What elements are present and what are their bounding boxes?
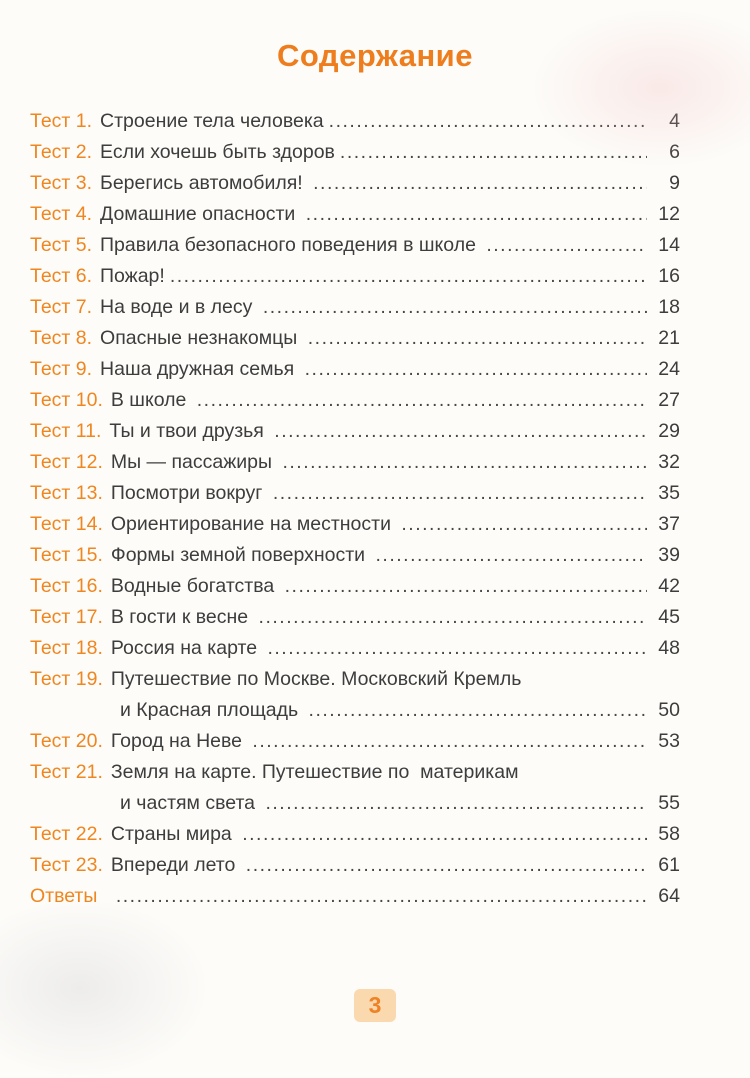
toc-entry-label: Тест 20. — [30, 730, 103, 752]
toc-entry-label: Тест 12. — [30, 451, 103, 473]
toc-entry-label: Тест 17. — [30, 606, 103, 628]
toc-entry-page: 39 — [658, 544, 680, 566]
toc-entry — [30, 261, 680, 292]
dot-leader — [401, 509, 647, 540]
dot-leader — [242, 819, 647, 850]
toc-entry — [30, 819, 680, 850]
toc-entry-page: 45 — [658, 606, 680, 628]
toc-entry-page: 14 — [658, 234, 680, 256]
toc-entry-title: Мы — пассажиры — [110, 451, 278, 473]
toc-entry-title: На воде и в лесу — [100, 296, 258, 318]
toc-entry-page: 9 — [669, 172, 680, 194]
toc-entry-label: Тест 15. — [30, 544, 103, 566]
toc-entry-label: Тест 21. — [30, 761, 103, 783]
dot-leader — [309, 695, 647, 726]
dot-leader — [259, 602, 647, 633]
toc-entry-page: 50 — [658, 699, 680, 721]
toc-entry-page: 21 — [658, 327, 680, 349]
toc-entry-label: Тест 1. — [30, 110, 93, 132]
dot-leader — [486, 230, 647, 261]
toc-entry — [30, 416, 680, 447]
toc-entry — [30, 199, 680, 230]
toc-entry-label: Тест 19. — [30, 668, 103, 690]
page-title: Содержание — [277, 38, 473, 73]
toc-entry-page: 53 — [658, 730, 680, 752]
dot-leader — [305, 354, 647, 385]
toc-entry-page: 4 — [669, 110, 680, 132]
toc-entry-title: Строение тела человека — [100, 110, 324, 132]
dot-leader — [376, 540, 648, 571]
toc-entry-title: Впереди лето — [110, 854, 241, 876]
toc-entry-title: Правила безопасного поведения в школе — [100, 234, 482, 256]
toc-entry-page: 6 — [669, 141, 680, 163]
toc-entry-title: Формы земной поверхности — [110, 544, 371, 566]
toc-entry-label: Тест 3. — [30, 172, 93, 194]
toc-entry-title: Страны мира — [110, 823, 238, 845]
toc-entry-page: 24 — [658, 358, 680, 380]
dot-leader — [306, 199, 647, 230]
toc-entry — [30, 354, 680, 385]
toc-entry — [30, 447, 680, 478]
dot-leader — [313, 168, 647, 199]
toc-entry-label: Тест 4. — [30, 203, 93, 225]
dot-leader — [282, 447, 647, 478]
toc-entry — [30, 540, 680, 571]
toc-entry-page: 42 — [658, 575, 680, 597]
toc-entry-label: Тест 16. — [30, 575, 103, 597]
toc-entry-label: Тест 9. — [30, 358, 93, 380]
toc-entry-title: Опасные незнакомцы — [100, 327, 303, 349]
toc-entry-label: Тест 10. — [30, 389, 103, 411]
toc-entry-page: 27 — [658, 389, 680, 411]
toc-entry — [30, 850, 680, 881]
toc-entry — [30, 230, 680, 261]
dot-leader — [116, 881, 647, 912]
toc-entry-label: Тест 22. — [30, 823, 103, 845]
toc-entry — [30, 292, 680, 323]
toc-entry-title: Берегись автомобиля! — [100, 172, 309, 194]
toc-entry-label: Тест 14. — [30, 513, 103, 535]
toc-entry — [30, 664, 680, 726]
toc-entry — [30, 509, 680, 540]
toc-entry-title-line2: и Красная площадь — [120, 699, 304, 721]
toc-entry — [30, 633, 680, 664]
toc-list — [0, 106, 750, 912]
toc-entry-label: Тест 6. — [30, 265, 93, 287]
toc-entry-title: Ориентирование на местности — [110, 513, 397, 535]
toc-entry — [30, 602, 680, 633]
toc-entry-label: Тест 7. — [30, 296, 93, 318]
toc-entry-page: 16 — [658, 265, 680, 287]
page-footer — [0, 989, 750, 1022]
toc-entry-label: Тест 18. — [30, 637, 103, 659]
dot-leader — [267, 633, 647, 664]
toc-entry — [30, 881, 680, 912]
toc-entry — [30, 106, 680, 137]
toc-entry-label: Ответы — [30, 885, 98, 907]
dot-leader — [252, 726, 647, 757]
toc-entry-page: 29 — [658, 420, 680, 442]
toc-entry — [30, 726, 680, 757]
toc-entry-title: Россия на карте — [110, 637, 263, 659]
toc-entry-page: 35 — [658, 482, 680, 504]
toc-entry-label: Тест 13. — [30, 482, 103, 504]
dot-leader — [263, 292, 647, 323]
toc-entry-title: Земля на карте. Путешествие по материкам — [110, 761, 519, 783]
toc-entry-title: Наша дружная семья — [100, 358, 300, 380]
dot-leader — [246, 850, 647, 881]
toc-entry — [30, 137, 680, 168]
toc-entry-page: 18 — [658, 296, 680, 318]
toc-entry-page: 48 — [658, 637, 680, 659]
toc-entry-label: Тест 2. — [30, 141, 93, 163]
page-number-badge: 3 — [354, 989, 397, 1022]
toc-entry-page: 32 — [658, 451, 680, 473]
toc-entry-page: 58 — [658, 823, 680, 845]
dot-leader — [285, 571, 647, 602]
toc-entry — [30, 757, 680, 819]
dot-leader — [274, 416, 647, 447]
toc-entry-title: Домашние опасности — [100, 203, 301, 225]
toc-entry-title: Путешествие по Москве. Московский Кремль — [110, 668, 522, 690]
toc-entry-title: В гости к весне — [110, 606, 254, 628]
toc-entry-page: 64 — [658, 885, 680, 907]
toc-entry-page: 55 — [658, 792, 680, 814]
dot-leader — [308, 323, 647, 354]
dot-leader — [170, 261, 647, 292]
toc-entry-title: Водные богатства — [110, 575, 280, 597]
dot-leader — [273, 478, 647, 509]
toc-entry-page: 37 — [658, 513, 680, 535]
dot-leader — [340, 137, 647, 168]
toc-entry-title: Город на Неве — [110, 730, 248, 752]
toc-entry-title: Посмотри вокруг — [110, 482, 268, 504]
toc-entry-label: Тест 8. — [30, 327, 93, 349]
toc-entry-title-line2: и частям света — [120, 792, 261, 814]
toc-entry-title: Если хочешь быть здоров — [100, 141, 335, 163]
dot-leader — [329, 106, 647, 137]
toc-entry — [30, 168, 680, 199]
toc-entry — [30, 323, 680, 354]
toc-entry — [30, 385, 680, 416]
dot-leader — [265, 788, 647, 819]
toc-entry-page: 61 — [658, 854, 680, 876]
toc-entry-title: Пожар! — [100, 265, 165, 287]
toc-entry-page: 12 — [658, 203, 680, 225]
toc-entry — [30, 478, 680, 509]
toc-entry-label: Тест 5. — [30, 234, 93, 256]
dot-leader — [197, 385, 647, 416]
toc-entry — [30, 571, 680, 602]
toc-entry-label: Тест 11. — [30, 420, 102, 442]
toc-entry-title: В школе — [110, 389, 192, 411]
toc-entry-title — [105, 881, 110, 912]
toc-entry-label: Тест 23. — [30, 854, 103, 876]
toc-entry-title: Ты и твои друзья — [109, 420, 270, 442]
